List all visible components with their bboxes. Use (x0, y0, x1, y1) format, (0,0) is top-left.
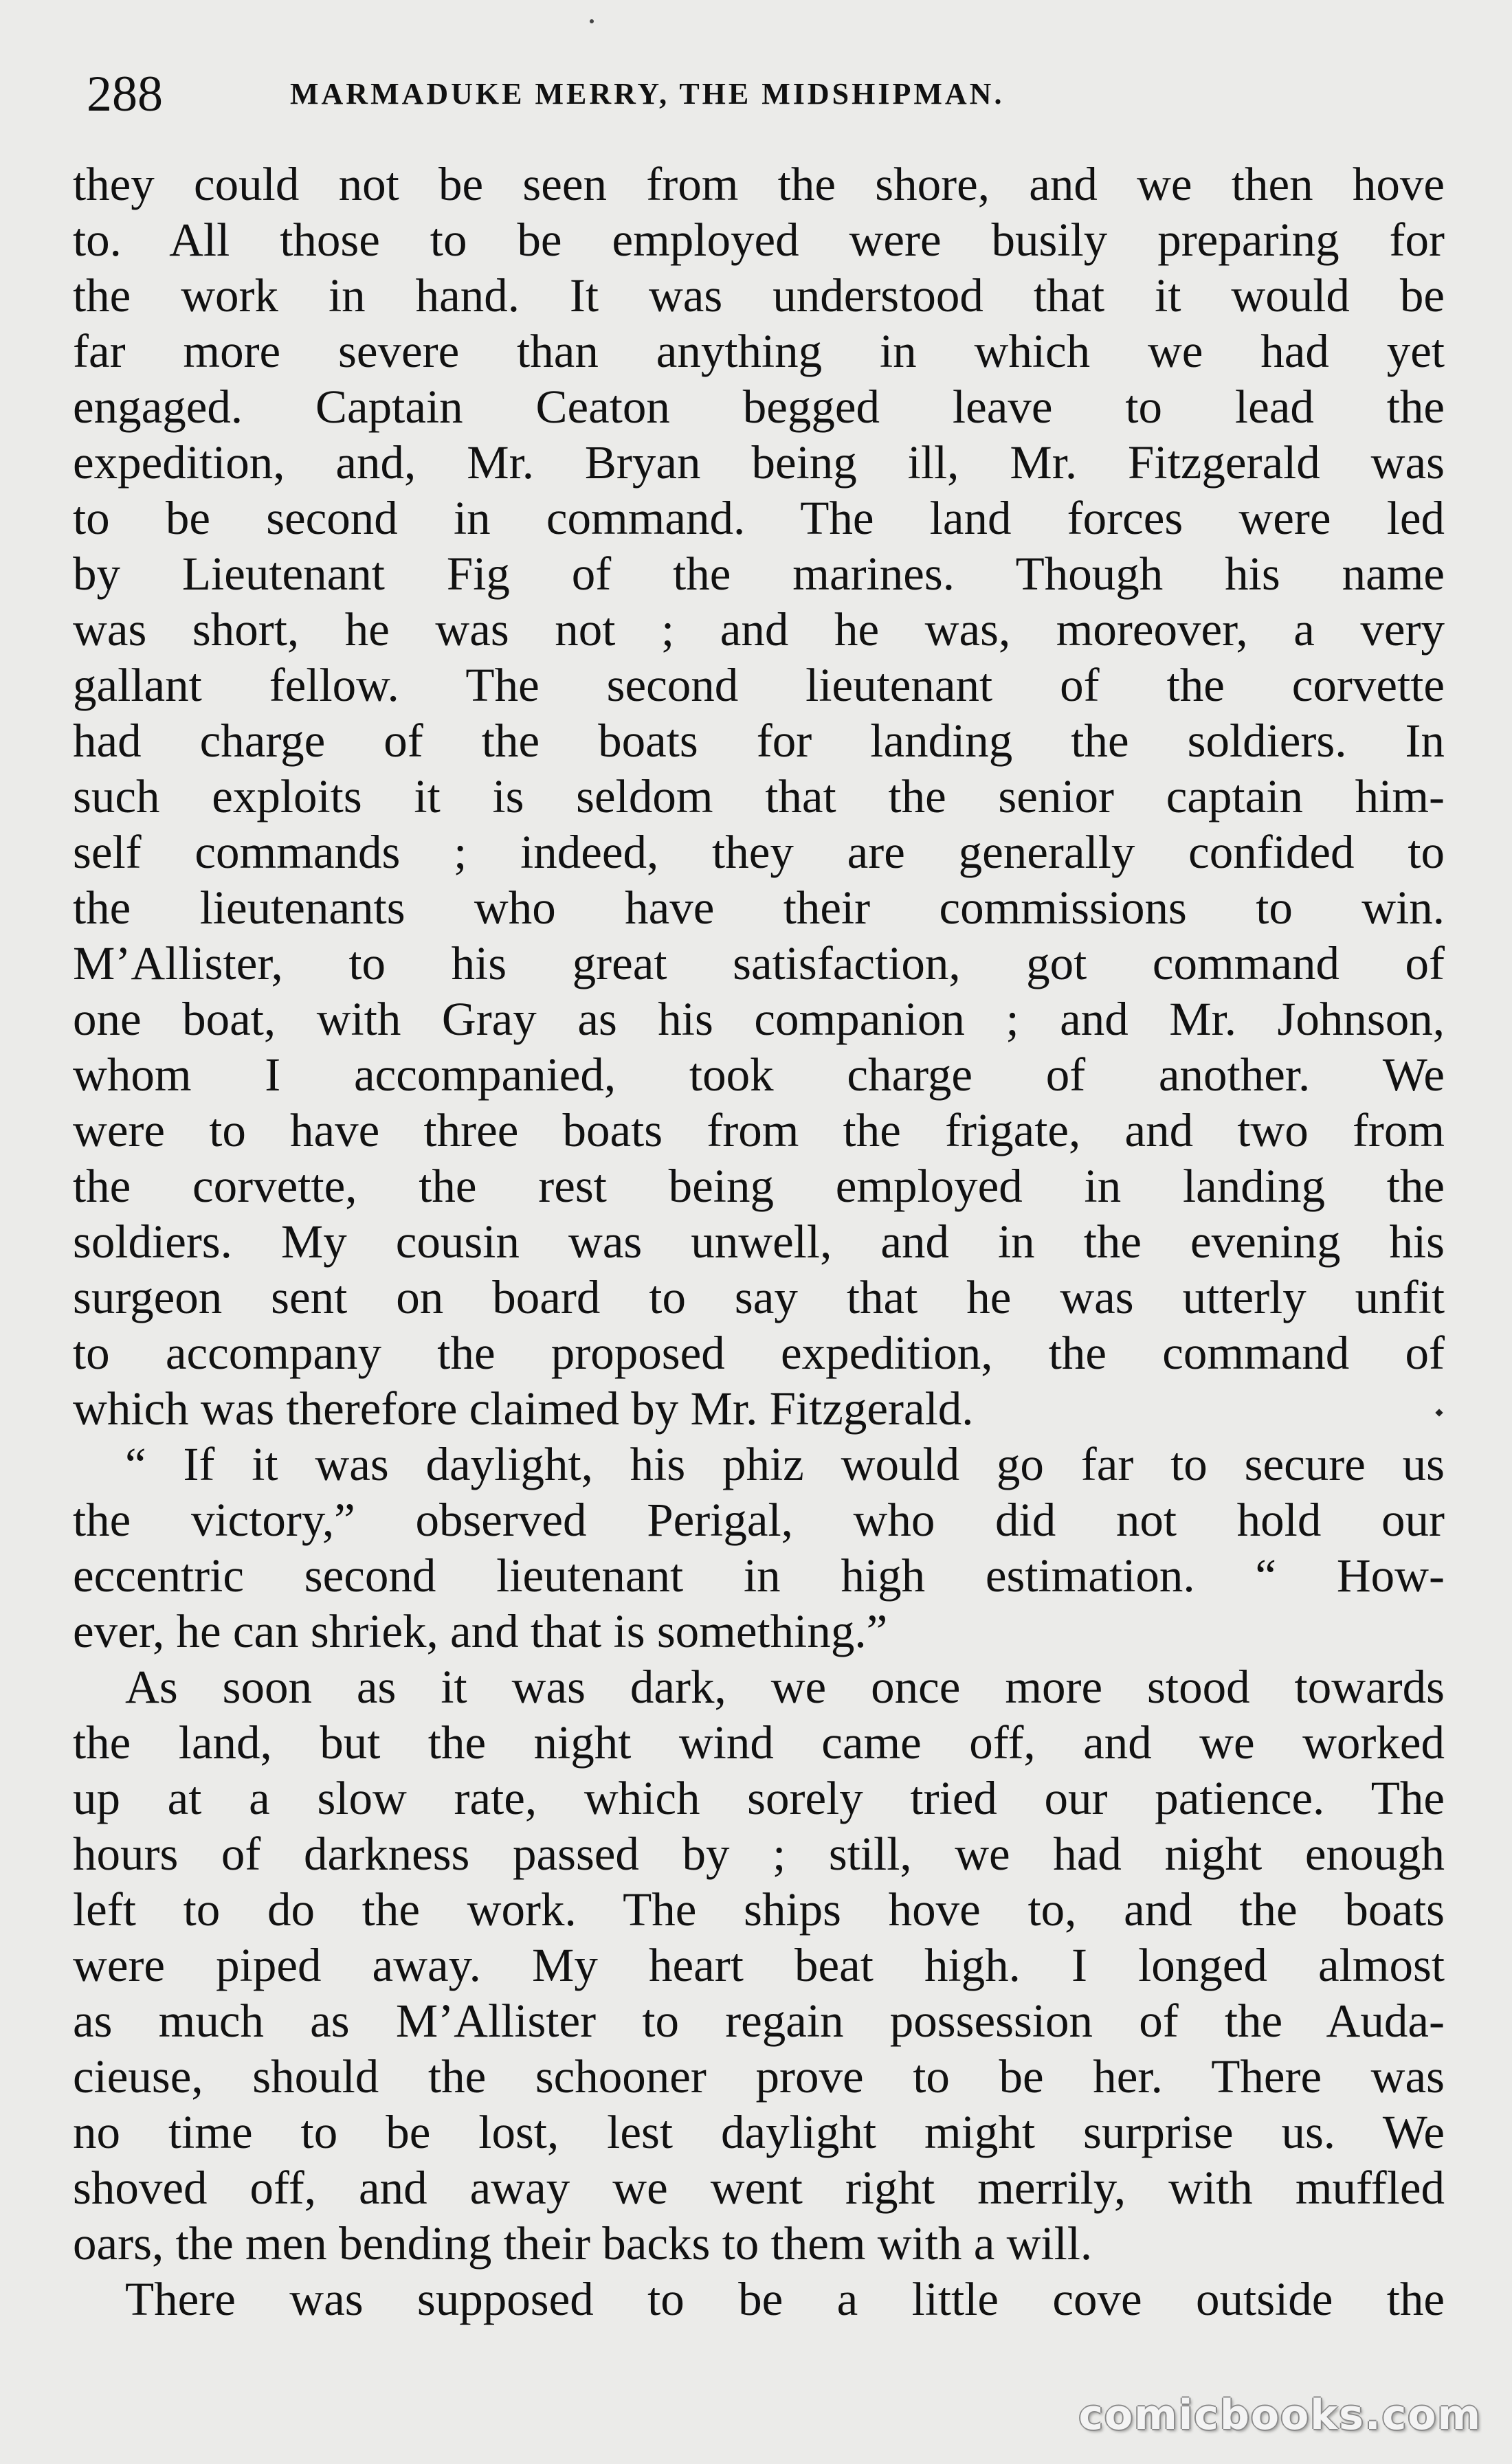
body-text (73, 157, 1445, 2327)
text-line: self commands ; indeed, they are generally confided to (73, 826, 1445, 878)
watermark: comicbooks.com (1078, 2391, 1482, 2439)
text-line: to accompany the proposed expedition, the command of (73, 1327, 1445, 1379)
text-line: to. All those to be employed were busily preparing for (73, 214, 1445, 266)
text-line: were to have three boats from the frigate, and two from (73, 1104, 1445, 1156)
text-line: such exploits it is seldom that the senior captain him- (73, 770, 1445, 822)
text-line: the land, but the night wind came off, and we worked (73, 1716, 1445, 1769)
text-line: were piped away. My heart beat high. I longed almost (73, 1939, 1445, 1991)
text-line: oars, the men bending their backs to them with a will. (73, 2217, 1093, 2270)
print-speck (590, 19, 594, 23)
text-line: had charge of the boats for landing the soldiers. In (73, 715, 1445, 767)
text-line: shoved off, and away we went right merrily, with muffled (73, 2162, 1445, 2214)
text-line: M’Allister, to his great satisfaction, got command of (73, 937, 1445, 989)
text-line: one boat, with Gray as his companion ; and Mr. Johnson, (73, 993, 1445, 1045)
text-line: There was supposed to be a little cove outside the (125, 2273, 1445, 2325)
text-line: as much as M’Allister to regain possession of the Auda- (73, 1995, 1445, 2047)
text-line: As soon as it was dark, we once more stood towards (125, 1661, 1445, 1713)
text-line: the victory,” observed Perigal, who did not hold our (73, 1494, 1445, 1546)
text-line: up at a slow rate, which sorely tried our patience. The (73, 1772, 1445, 1824)
text-line: eccentric second lieutenant in high estimation. “ How- (73, 1549, 1445, 1602)
text-line: engaged. Captain Ceaton begged leave to lead the (73, 381, 1445, 433)
text-line: cieuse, should the schooner prove to be her. There was (73, 2050, 1445, 2103)
text-line: to be second in command. The land forces were led (73, 492, 1445, 544)
text-line: surgeon sent on board to say that he was utterly unfit (73, 1271, 1445, 1323)
text-line: gallant fellow. The second lieutenant of the corvette (73, 659, 1445, 711)
page-header (71, 56, 1446, 132)
text-line: which was therefore claimed by Mr. Fitzgerald. (73, 1382, 974, 1435)
text-line: ever, he can shriek, and that is something.” (73, 1605, 888, 1657)
text-line: expedition, and, Mr. Bryan being ill, Mr. Fitzgerald was (73, 436, 1445, 489)
text-line: the lieutenants who have their commissions to win. (73, 882, 1445, 934)
text-line: the corvette, the rest being employed in landing the (73, 1160, 1445, 1212)
text-line: hours of darkness passed by ; still, we had night enough (73, 1828, 1445, 1880)
text-line: they could not be seen from the shore, and we then hove (73, 158, 1445, 210)
text-line: the work in hand. It was understood that it would be (73, 269, 1445, 322)
page-number: 288 (87, 66, 163, 122)
text-line: “ If it was daylight, his phiz would go far to secure us (125, 1438, 1445, 1490)
text-line: far more severe than anything in which we had yet (73, 325, 1445, 377)
text-line: soldiers. My cousin was unwell, and in the evening his (73, 1216, 1445, 1268)
text-line: no time to be lost, lest daylight might surprise us. We (73, 2106, 1445, 2158)
text-line: was short, he was not ; and he was, moreover, a very (73, 603, 1445, 656)
running-head: MARMADUKE MERRY, THE MIDSHIPMAN. (290, 77, 1005, 111)
text-line: by Lieutenant Fig of the marines. Though his name (73, 548, 1445, 600)
text-line: whom I accompanied, took charge of another. We (73, 1049, 1445, 1101)
text-line: left to do the work. The ships hove to, and the boats (73, 1883, 1445, 1936)
